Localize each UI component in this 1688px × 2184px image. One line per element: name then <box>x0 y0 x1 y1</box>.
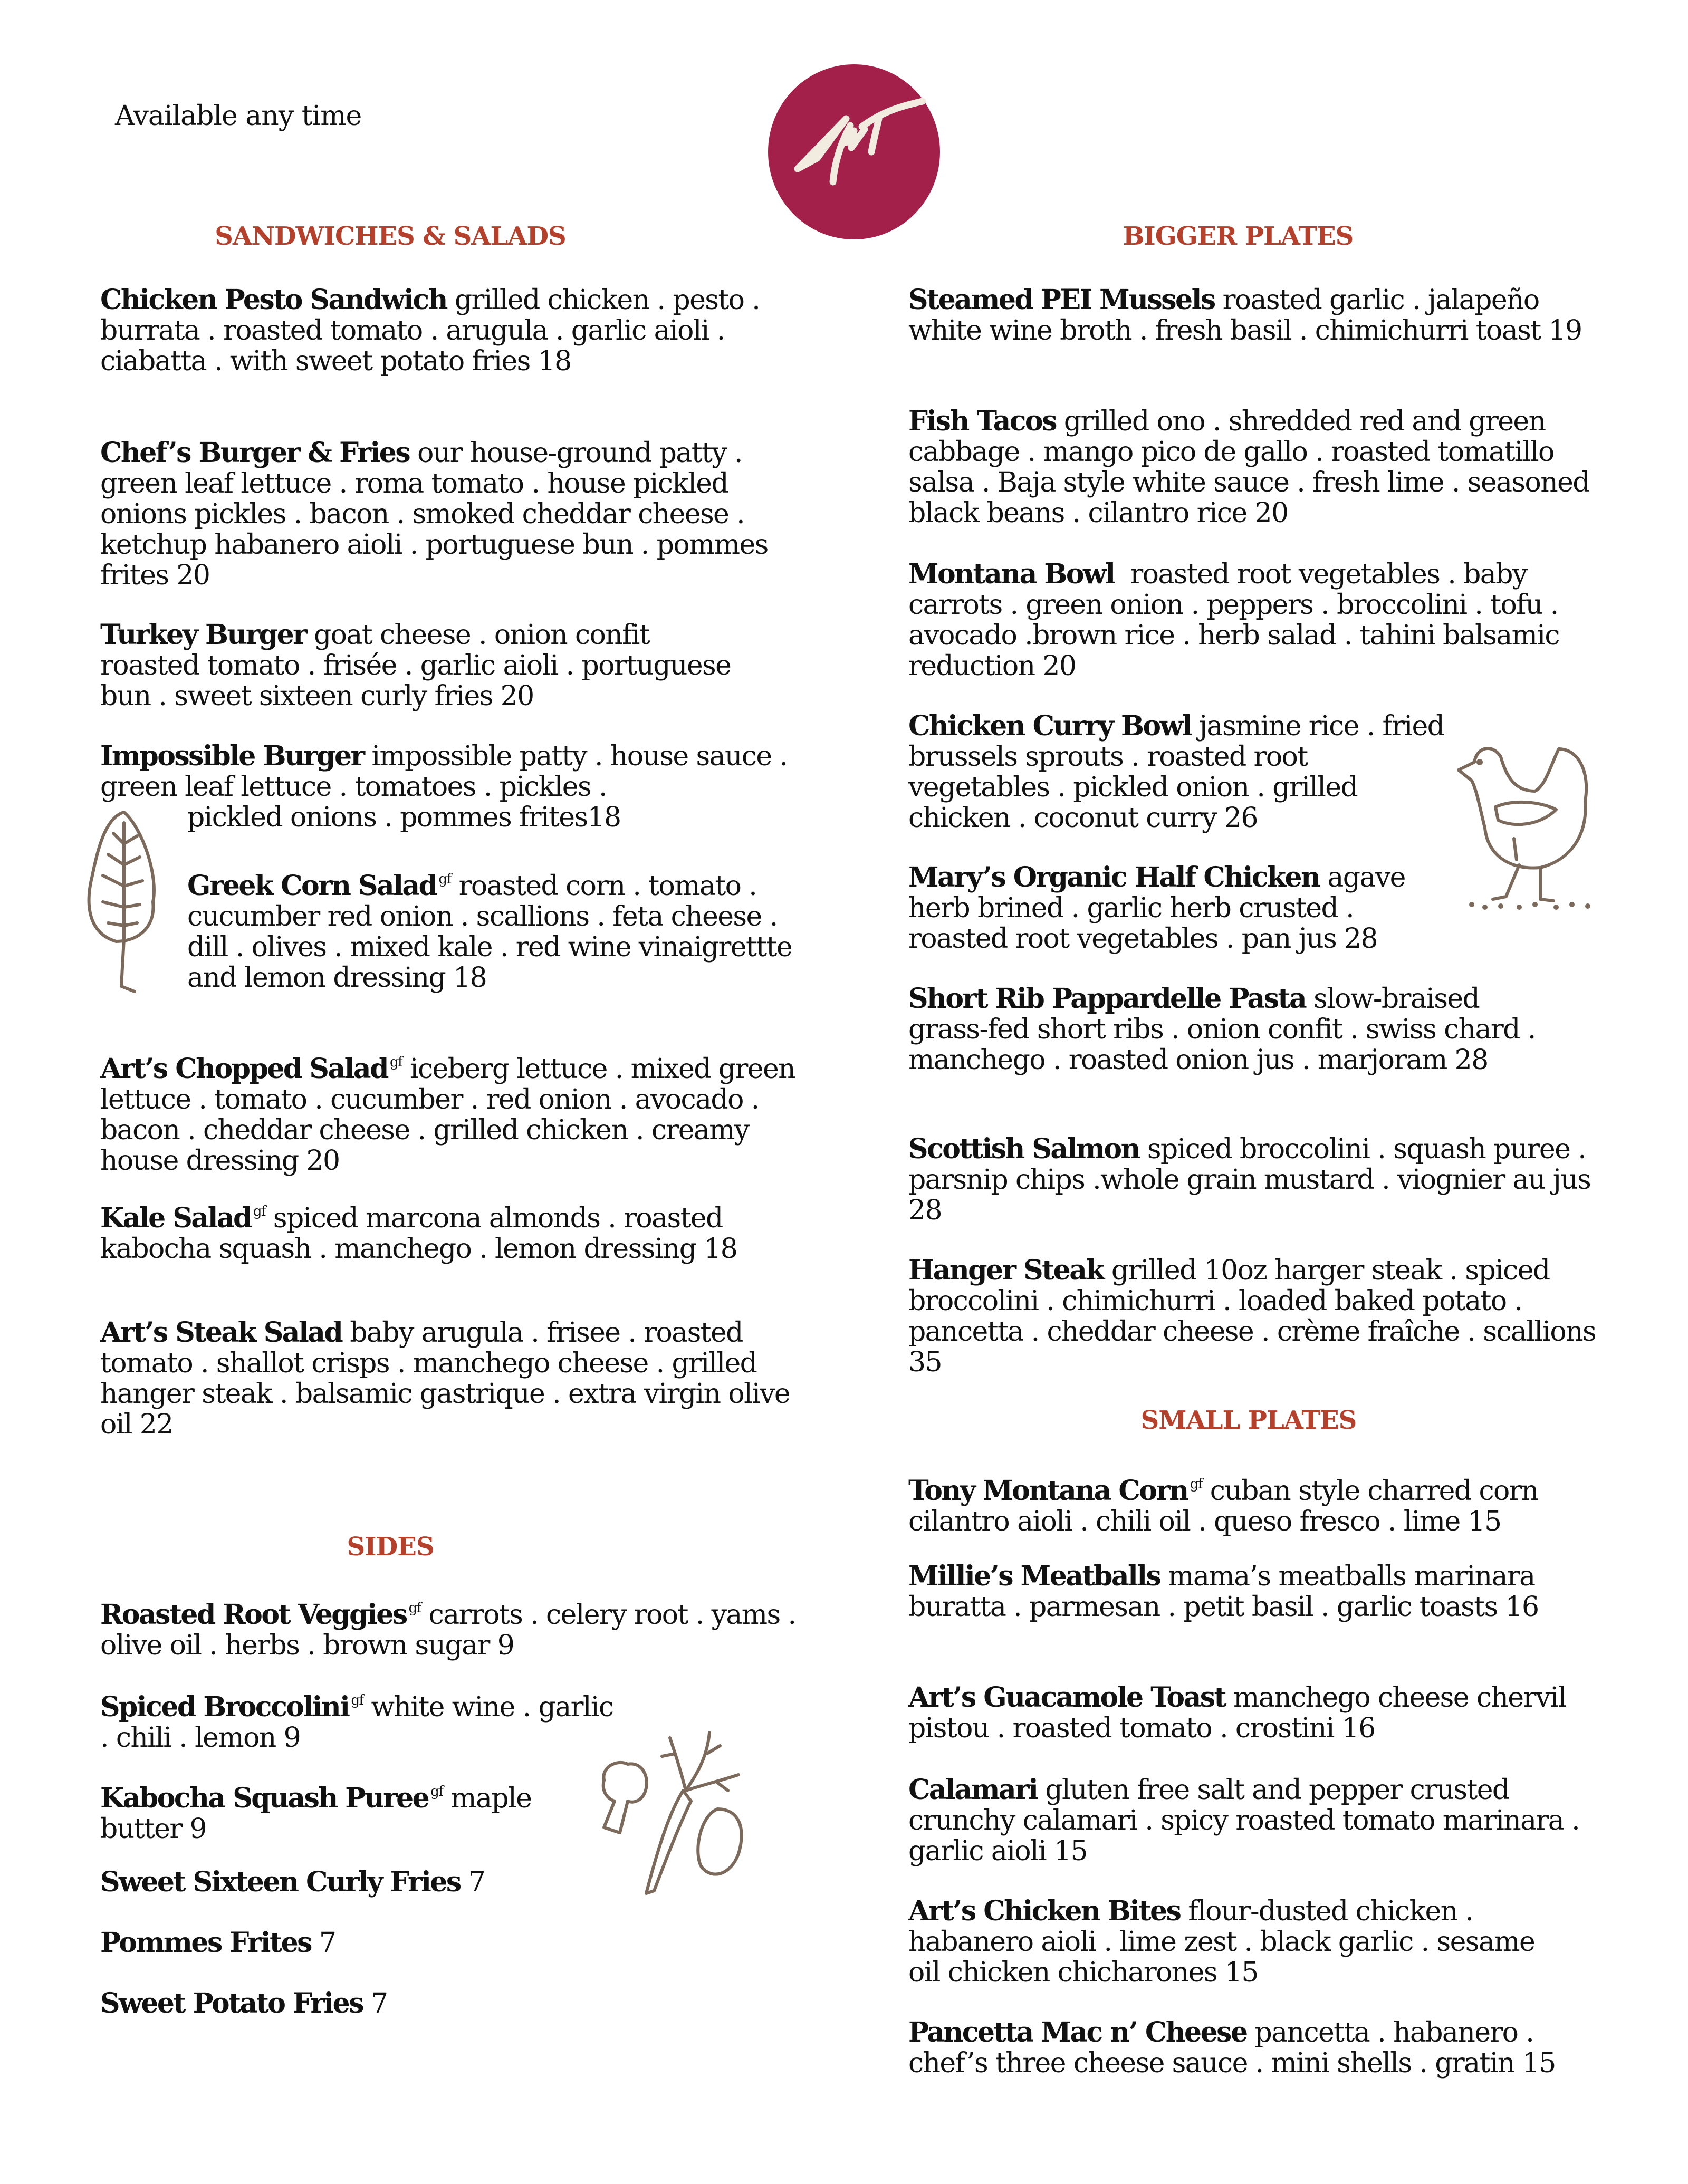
leaf-illustration <box>84 807 158 999</box>
menu-item <box>100 285 797 377</box>
item-description: carrots . celery root . yams . olive oil . herbs . brown sugar 9 <box>100 1599 796 1661</box>
vegetables-illustration <box>596 1717 749 1898</box>
item-description: spiced marcona almonds . roasted kabocha squash . manchego . lemon dressing 18 <box>100 1202 737 1265</box>
section-title-small-plates: SMALL PLATES <box>1140 1406 1357 1435</box>
item-name: Hanger Steak <box>908 1254 1104 1286</box>
item-description: grilled ono . shredded red and green cabbage . mango pico de gallo . roasted tomatillo salsa . Baja style white sauce . fresh lime . seasoned black beans . cilantro rice 20 <box>908 406 1589 529</box>
chicken-illustration <box>1456 733 1598 915</box>
item-description: manchego cheese chervil pistou . roasted tomato . crostini 16 <box>908 1682 1566 1744</box>
gluten-free-badge: gf <box>351 1692 363 1708</box>
item-description: flour-dusted chicken . habanero aioli . lime zest . black garlic . sesame oil chicken chicharones 15 <box>908 1896 1535 1988</box>
item-name: Chicken Curry Bowl <box>908 710 1192 742</box>
item-description: mama’s meatballs marinara buratta . parmesan . petit basil . garlic toasts 16 <box>908 1561 1539 1623</box>
item-description: grilled chicken . pesto . burrata . roasted tomato . arugula . garlic aioli . ciabatta . with sweet potato fries 18 <box>100 284 760 377</box>
item-name: Chef’s Burger & Fries <box>100 437 410 469</box>
menu-item <box>908 1896 1573 1988</box>
item-description: pancetta . habanero . chef’s three cheese sauce . mini shells . gratin 15 <box>908 2017 1556 2079</box>
menu-item <box>908 285 1605 346</box>
section-title-bigger-plates: BIGGER PLATES <box>1123 222 1354 251</box>
item-price: 7 <box>370 1988 388 2019</box>
item-description: our house-ground patty . green leaf lettuce . roma tomato . house pickled onions pickles . bacon . smoked cheddar cheese . ketchup habanero aioli . portuguese bun . pommes frites 20 <box>100 437 768 591</box>
menu-item <box>100 1988 628 2019</box>
menu-item <box>908 406 1615 528</box>
item-name: Art’s Guacamole Toast <box>908 1681 1226 1714</box>
item-name: Calamari <box>908 1774 1038 1806</box>
item-name: Montana Bowl <box>908 558 1115 590</box>
item-description: roasted root vegetables . baby carrots . green onion . peppers . broccolini . tofu . avocado .brown rice . herb salad . tahini balsamic reduction 20 <box>908 559 1567 682</box>
menu-item <box>100 1685 628 1753</box>
menu-item <box>908 559 1615 681</box>
menu-item <box>908 1134 1605 1226</box>
item-description: maple butter 9 <box>100 1783 532 1845</box>
item-name: Pancetta Mac n’ Cheese <box>908 2016 1247 2048</box>
item-price: 7 <box>468 1866 485 1898</box>
root-vegetables-icon <box>596 1717 749 1896</box>
menu-item <box>908 2017 1605 2079</box>
gluten-free-badge: gf <box>1190 1476 1202 1492</box>
item-description: agave herb brined . garlic herb crusted . roasted root vegetables . pan jus 28 <box>908 862 1405 955</box>
item-description: cuban style charred corn cilantro aioli . chili oil . queso fresco . lime 15 <box>908 1475 1538 1537</box>
menu-item <box>908 862 1457 954</box>
item-name: Art’s Chicken Bites <box>908 1895 1181 1927</box>
gluten-free-badge: gf <box>389 1054 402 1070</box>
item-name: Chicken Pesto Sandwich <box>100 284 447 316</box>
item-description: roasted corn . tomato . cucumber red onion . scallions . feta cheese . dill . olives . mixed kale . red wine vinaigrettte and lemon dressing 18 <box>187 870 792 994</box>
item-name: Pommes Frites <box>100 1927 311 1959</box>
section-title-sandwiches-salads: SANDWICHES & SALADS <box>215 222 566 251</box>
menu-item <box>908 1561 1605 1622</box>
menu-item <box>100 1593 797 1661</box>
item-name: Roasted Root Veggies <box>100 1599 407 1631</box>
item-name: Sweet Sixteen Curly Fries <box>100 1866 461 1898</box>
art-signature-logo-icon <box>767 63 941 240</box>
menu-item <box>100 1047 797 1176</box>
item-name: Greek Corn Salad <box>187 870 437 902</box>
menu-item <box>908 1255 1615 1378</box>
item-description: jasmine rice . fried brussels sprouts . roasted root vegetables . pickled onion . grilled chicken . coconut curry 26 <box>908 710 1444 834</box>
chicken-cuts-icon <box>1456 733 1598 912</box>
chard-leaf-icon <box>84 807 158 997</box>
item-name: Kale Salad <box>100 1202 251 1234</box>
menu-item <box>908 1682 1573 1744</box>
menu-item <box>100 620 733 711</box>
gluten-free-badge: gf <box>438 871 451 887</box>
item-name: Short Rib Pappardelle Pasta <box>908 983 1306 1015</box>
item-description: roasted garlic . jalapeño white wine broth . fresh basil . chimichurri toast 19 <box>908 284 1582 347</box>
availability-tagline: Available any time <box>115 100 362 132</box>
gluten-free-badge: gf <box>253 1204 265 1219</box>
menu-item <box>908 1469 1605 1537</box>
menu-item <box>100 438 797 591</box>
menu-item <box>100 1317 797 1440</box>
item-name: Scottish Salmon <box>908 1133 1139 1165</box>
item-name: Art’s Steak Salad <box>100 1316 342 1349</box>
item-name: Impossible Burger <box>100 740 364 772</box>
item-description-cont: pickled onions . pommes frites18 <box>187 802 621 833</box>
gluten-free-badge: gf <box>430 1784 443 1800</box>
item-name: Tony Montana Corn <box>908 1475 1188 1507</box>
item-description: white wine . garlic . chili . lemon 9 <box>100 1691 613 1754</box>
menu-item <box>187 864 794 993</box>
item-price: 7 <box>319 1927 336 1959</box>
item-description: gluten free salt and pepper crusted crunchy calamari . spicy roasted tomato marinara . garlic aioli 15 <box>908 1774 1580 1867</box>
menu-item <box>908 984 1562 1075</box>
item-description: baby arugula . frisee . roasted tomato . shallot crisps . manchego cheese . grilled hanger steak . balsamic gastrique . extra virgin olive oil 22 <box>100 1317 798 1440</box>
menu-item <box>100 1196 797 1264</box>
item-name: Mary’s Organic Half Chicken <box>908 861 1320 893</box>
item-name: Steamed PEI Mussels <box>908 284 1215 316</box>
item-name: Art’s Chopped Salad <box>100 1053 388 1085</box>
section-title-sides: SIDES <box>347 1532 434 1562</box>
menu-item <box>100 1867 628 1898</box>
menu-item <box>100 1928 628 1958</box>
item-name: Millie’s Meatballs <box>908 1560 1160 1592</box>
item-description: iceberg lettuce . mixed green lettuce . tomato . cucumber . red onion . avocado . bacon . cheddar cheese . grilled chicken . creamy house dressing 20 <box>100 1053 795 1177</box>
item-description: spiced broccolini . squash puree . parsnip chips .whole grain mustard . viognier au jus 28 <box>908 1133 1591 1226</box>
item-name: Sweet Potato Fries <box>100 1987 363 2019</box>
item-description: slow-braised grass-fed short ribs . onion confit . swiss chard . manchego . roasted onion jus . marjoram 28 <box>908 983 1536 1076</box>
item-name: Kabocha Squash Puree <box>100 1782 429 1814</box>
item-description: grilled 10oz harger steak . spiced broccolini . chimichurri . loaded baked potato . pancetta . cheddar cheese . crème fraîche . scallions 35 <box>908 1255 1596 1378</box>
menu-item <box>100 1776 586 1844</box>
item-description: impossible patty . house sauce . green leaf lettuce . tomatoes . pickles . <box>100 740 788 803</box>
item-name: Turkey Burger <box>100 619 306 651</box>
item-name: Fish Tacos <box>908 405 1056 437</box>
item-description: goat cheese . onion confit roasted tomato . frisée . garlic aioli . portuguese bun . sweet sixteen curly fries 20 <box>100 619 731 712</box>
menu-item <box>100 741 797 833</box>
art-logo <box>767 63 941 240</box>
menu-item <box>908 711 1452 833</box>
gluten-free-badge: gf <box>408 1600 421 1616</box>
item-name: Spiced Broccolini <box>100 1691 349 1723</box>
menu-item <box>908 1775 1594 1866</box>
